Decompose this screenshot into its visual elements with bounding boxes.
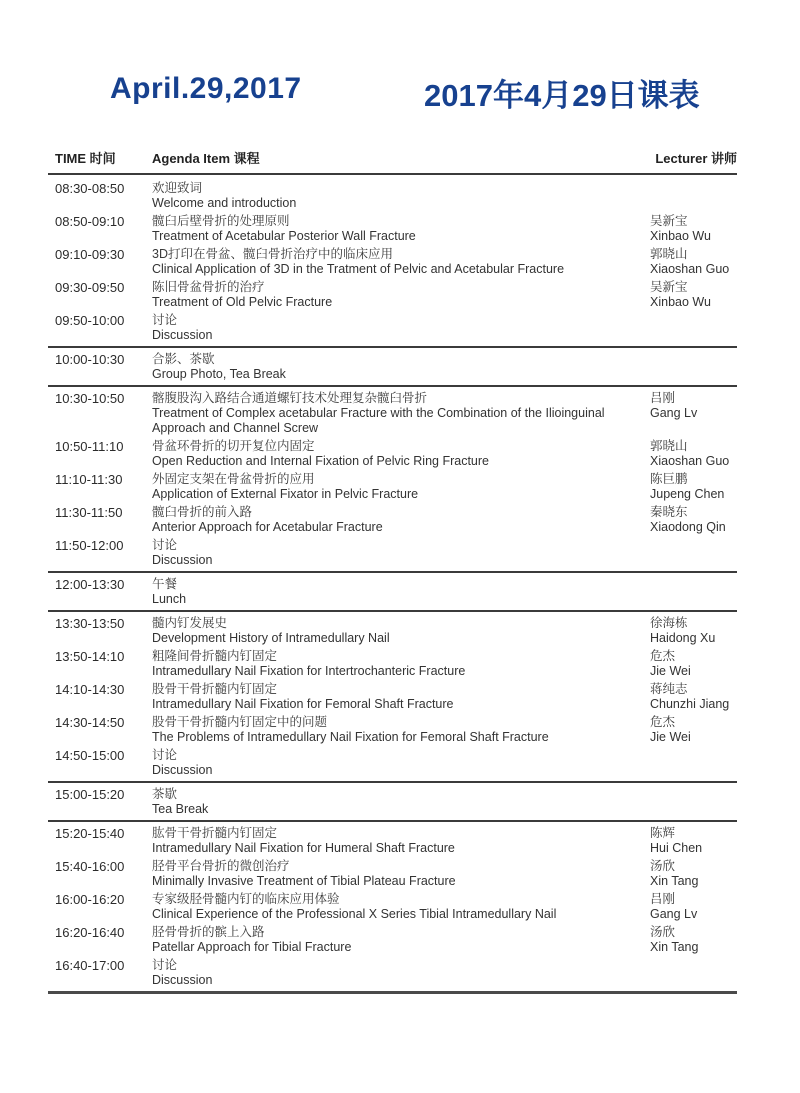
row-time: 15:20-15:40 [55, 826, 125, 841]
row-agenda [152, 472, 650, 502]
agenda-title-zh: 粗隆间骨折髓内钉固定 [152, 649, 278, 663]
schedule-row [48, 682, 737, 712]
schedule-row [48, 313, 737, 343]
section-divider [48, 571, 737, 573]
header-time: TIME 时间 [55, 151, 116, 166]
schedule-row [48, 352, 737, 382]
section-divider [48, 820, 737, 822]
schedule-row [48, 439, 737, 469]
lecturer-name-zh: 吕刚 [650, 892, 676, 906]
row-time: 08:50-09:10 [55, 214, 125, 229]
header-lecturer: Lecturer 讲师 [655, 151, 737, 166]
row-time: 16:00-16:20 [55, 892, 125, 907]
agenda-title-en: Clinical Application of 3D in the Tratment of Pelvic and Acetabular Fracture [152, 262, 565, 276]
row-agenda [152, 439, 650, 469]
page-title-zh: 2017年4月29日课表 [424, 78, 700, 113]
agenda-title-en: Discussion [152, 553, 213, 567]
agenda-title-en: Minimally Invasive Treatment of Tibial Plateau Fracture [152, 874, 456, 888]
lecturer-name-en: Gang Lv [650, 907, 698, 921]
agenda-title-zh: 髂腹股沟入路结合通道螺钉技术处理复杂髋臼骨折 [152, 391, 428, 405]
section-divider [48, 781, 737, 783]
agenda-title-en: Discussion [152, 763, 213, 777]
section-divider [48, 346, 737, 348]
lecturer-name-zh: 汤欣 [650, 925, 676, 939]
agenda-title-en: Intramedullary Nail Fixation for Intertrochanteric Fracture [152, 664, 466, 678]
schedule-row [48, 826, 737, 856]
agenda-title-en: Application of External Fixator in Pelvic Fracture [152, 487, 419, 501]
schedule-row [48, 715, 737, 745]
agenda-title-en: Lunch [152, 592, 187, 606]
lecturer-name-zh: 危杰 [650, 715, 676, 729]
row-time: 08:30-08:50 [55, 181, 125, 196]
schedule-row [48, 505, 737, 535]
row-lecturer [650, 577, 737, 607]
row-time: 10:00-10:30 [55, 352, 125, 367]
lecturer-name-zh: 汤欣 [650, 859, 676, 873]
agenda-title-en: Discussion [152, 328, 213, 342]
agenda-title-zh: 讨论 [152, 538, 178, 552]
agenda-title-zh: 髓内钉发展史 [152, 616, 228, 630]
row-lecturer [650, 826, 737, 856]
agenda-title-zh: 股骨干骨折髓内钉固定 [152, 682, 278, 696]
lecturer-name-zh: 蒋纯志 [650, 682, 688, 696]
lecturer-name-zh: 危杰 [650, 649, 676, 663]
row-lecturer [650, 649, 737, 679]
row-agenda [152, 391, 650, 436]
row-lecturer [650, 505, 737, 535]
agenda-title-en: Group Photo, Tea Break [152, 367, 286, 381]
row-lecturer [650, 892, 737, 922]
row-agenda [152, 247, 650, 277]
agenda-title-en: Tea Break [152, 802, 209, 816]
lecturer-name-en: Jie Wei [650, 730, 691, 744]
page-title-en: April.29,2017 [110, 72, 302, 105]
row-time: 15:40-16:00 [55, 859, 125, 874]
row-agenda [152, 649, 650, 679]
row-time: 09:10-09:30 [55, 247, 125, 262]
agenda-title-en: Intramedullary Nail Fixation for Humeral Shaft Fracture [152, 841, 455, 855]
lecturer-name-zh: 郭晓山 [650, 439, 688, 453]
schedule-row [48, 214, 737, 244]
row-agenda [152, 577, 650, 607]
agenda-title-zh: 3D打印在骨盆、髋臼骨折治疗中的临床应用 [152, 247, 393, 261]
agenda-title-zh: 欢迎致词 [152, 181, 203, 195]
agenda-title-zh: 讨论 [152, 313, 178, 327]
row-agenda [152, 505, 650, 535]
row-lecturer [650, 439, 737, 469]
agenda-title-zh: 茶歇 [152, 787, 178, 801]
schedule-row [48, 859, 737, 889]
lecturer-name-en: Xin Tang [650, 940, 699, 954]
row-time: 09:30-09:50 [55, 280, 125, 295]
agenda-title-zh: 胫骨平台骨折的微创治疗 [152, 859, 290, 873]
agenda-title-en: Welcome and introduction [152, 196, 297, 210]
row-lecturer [650, 859, 737, 889]
lecturer-name-en: Jupeng Chen [650, 487, 725, 501]
lecturer-name-en: Gang Lv [650, 406, 698, 420]
lecturer-name-zh: 吴新宝 [650, 280, 688, 294]
row-agenda [152, 682, 650, 712]
agenda-title-en: Clinical Experience of the Professional X Series Tibial Intramedullary Nail [152, 907, 557, 921]
agenda-title-en: Intramedullary Nail Fixation for Femoral Shaft Fracture [152, 697, 454, 711]
lecturer-name-en: Xinbao Wu [650, 229, 711, 243]
agenda-title-en: The Problems of Intramedullary Nail Fixation for Femoral Shaft Fracture [152, 730, 549, 744]
row-lecturer [650, 958, 737, 988]
agenda-title-zh: 股骨干骨折髓内钉固定中的问题 [152, 715, 328, 729]
row-lecturer [650, 715, 737, 745]
row-time: 11:30-11:50 [55, 505, 123, 520]
lecturer-name-en: Haidong Xu [650, 631, 716, 645]
title-bar [0, 0, 800, 120]
agenda-title-zh: 午餐 [152, 577, 178, 591]
row-lecturer [650, 472, 737, 502]
lecturer-name-zh: 吕刚 [650, 391, 676, 405]
row-time: 14:30-14:50 [55, 715, 125, 730]
schedule-row [48, 247, 737, 277]
row-time: 11:50-12:00 [55, 538, 124, 553]
agenda-title-zh: 髋臼后壁骨折的处理原则 [152, 214, 290, 228]
agenda-title-en: Patellar Approach for Tibial Fracture [152, 940, 352, 954]
schedule-row [48, 391, 737, 436]
schedule-row [48, 577, 737, 607]
row-time: 16:20-16:40 [55, 925, 125, 940]
row-agenda [152, 826, 650, 856]
agenda-title-en: Anterior Approach for Acetabular Fracture [152, 520, 383, 534]
row-agenda [152, 280, 650, 310]
agenda-title-zh: 讨论 [152, 748, 178, 762]
schedule-row [48, 748, 737, 778]
agenda-title-zh: 髋臼骨折的前入路 [152, 505, 253, 519]
section-divider [48, 385, 737, 387]
lecturer-name-zh: 秦晓东 [650, 505, 688, 519]
row-lecturer [650, 214, 737, 244]
row-agenda [152, 214, 650, 244]
row-lecturer [650, 787, 737, 817]
agenda-title-zh: 胫骨骨折的髌上入路 [152, 925, 265, 939]
agenda-title-en: Development History of Intramedullary Nail [152, 631, 390, 645]
row-lecturer [650, 925, 737, 955]
agenda-title-en: Treatment of Old Pelvic Fracture [152, 295, 333, 309]
row-time: 13:50-14:10 [55, 649, 125, 664]
row-agenda [152, 352, 650, 382]
agenda-title-en: Discussion [152, 973, 213, 987]
schedule-row [48, 538, 737, 568]
lecturer-name-en: Xiaoshan Guo [650, 262, 730, 276]
lecturer-name-en: Xinbao Wu [650, 295, 711, 309]
lecturer-name-zh: 徐海栋 [650, 616, 688, 630]
row-time: 10:50-11:10 [55, 439, 124, 454]
row-lecturer [650, 313, 737, 343]
row-agenda [152, 787, 650, 817]
row-agenda [152, 313, 650, 343]
row-agenda [152, 958, 650, 988]
schedule-rows [48, 175, 737, 988]
lecturer-name-zh: 陈辉 [650, 826, 676, 840]
agenda-title-zh: 合影、茶歇 [152, 352, 215, 366]
row-agenda [152, 859, 650, 889]
lecturer-name-en: Jie Wei [650, 664, 691, 678]
row-lecturer [650, 748, 737, 778]
section-divider [48, 610, 737, 612]
row-time: 14:10-14:30 [55, 682, 125, 697]
row-lecturer [650, 352, 737, 382]
row-lecturer [650, 391, 737, 436]
row-agenda [152, 892, 650, 922]
schedule-row [48, 649, 737, 679]
schedule-row [48, 616, 737, 646]
row-agenda [152, 538, 650, 568]
schedule-table [48, 148, 737, 994]
schedule-row [48, 280, 737, 310]
lecturer-name-en: Xin Tang [650, 874, 699, 888]
agenda-title-zh: 讨论 [152, 958, 178, 972]
row-time: 14:50-15:00 [55, 748, 125, 763]
row-time: 09:50-10:00 [55, 313, 125, 328]
lecturer-name-en: Xiaoshan Guo [650, 454, 730, 468]
agenda-title-en: Treatment of Complex acetabular Fracture with the Combination of the Ilioinguinal Approach and Channel Screw [152, 406, 605, 435]
row-lecturer [650, 538, 737, 568]
lecturer-name-zh: 陈巨鹏 [650, 472, 688, 486]
row-agenda [152, 181, 650, 211]
lecturer-name-zh: 吴新宝 [650, 214, 688, 228]
agenda-title-zh: 陈旧骨盆骨折的治疗 [152, 280, 265, 294]
schedule-row [48, 925, 737, 955]
lecturer-name-en: Xiaodong Qin [650, 520, 726, 534]
row-lecturer [650, 280, 737, 310]
agenda-title-en: Treatment of Acetabular Posterior Wall Fracture [152, 229, 416, 243]
row-time: 16:40-17:00 [55, 958, 125, 973]
row-lecturer [650, 247, 737, 277]
agenda-title-zh: 专家级胫骨髓内钉的临床应用体验 [152, 892, 340, 906]
row-agenda [152, 715, 650, 745]
schedule-row [48, 472, 737, 502]
agenda-title-en: Open Reduction and Internal Fixation of Pelvic Ring Fracture [152, 454, 489, 468]
row-agenda [152, 616, 650, 646]
agenda-title-zh: 肱骨干骨折髓内钉固定 [152, 826, 278, 840]
schedule-row [48, 787, 737, 817]
agenda-title-zh: 外固定支架在骨盆骨折的应用 [152, 472, 315, 486]
schedule-row [48, 958, 737, 988]
row-time: 12:00-13:30 [55, 577, 125, 592]
row-lecturer [650, 181, 737, 211]
agenda-title-zh: 骨盆环骨折的切开复位内固定 [152, 439, 315, 453]
schedule-row [48, 181, 737, 211]
table-header-row [48, 148, 737, 167]
lecturer-name-zh: 郭晓山 [650, 247, 688, 261]
row-time: 15:00-15:20 [55, 787, 125, 802]
row-time: 10:30-10:50 [55, 391, 125, 406]
schedule-row [48, 892, 737, 922]
lecturer-name-en: Hui Chen [650, 841, 703, 855]
row-lecturer [650, 682, 737, 712]
row-time: 11:10-11:30 [55, 472, 123, 487]
bottom-divider [48, 991, 737, 994]
row-lecturer [650, 616, 737, 646]
lecturer-name-en: Chunzhi Jiang [650, 697, 730, 711]
row-time: 13:30-13:50 [55, 616, 125, 631]
header-agenda: Agenda Item 课程 [152, 151, 260, 166]
row-agenda [152, 748, 650, 778]
row-agenda [152, 925, 650, 955]
